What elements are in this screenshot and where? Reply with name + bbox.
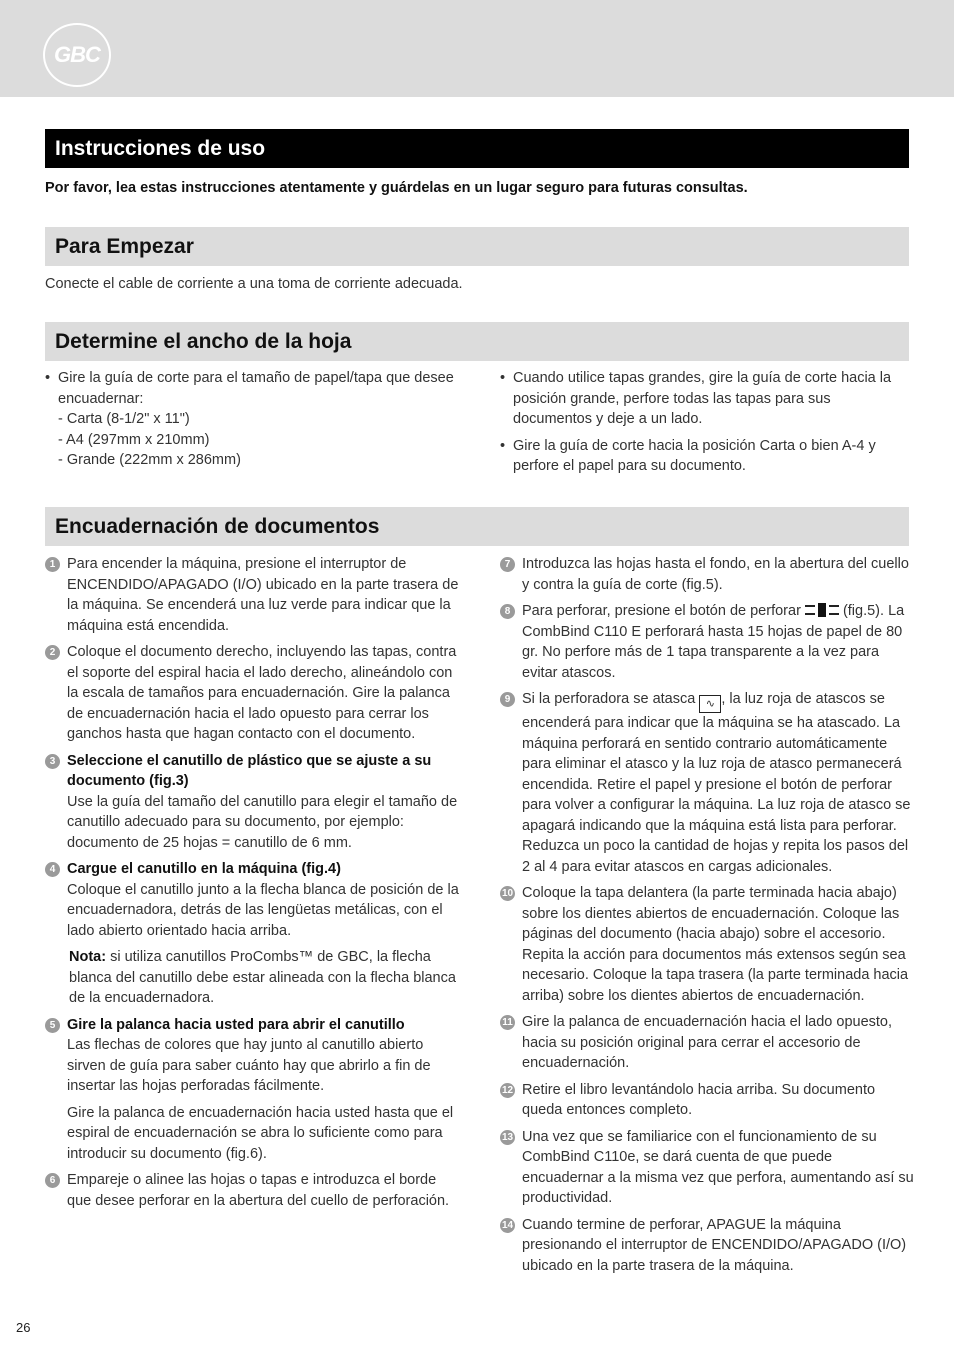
- note: Nota: si utiliza canutillos ProCombs™ de GBC, la flecha blanca del canutillo debe estar alineada con la flecha blanca de la encuadernadora.: [69, 949, 456, 1006]
- step-14: 14 Cuando termine de perforar, APAGUE la máquina presionando el interruptor de ENCENDIDO/APAGADO (I/O) ubicado en la parte trasera de la máquina.: [501, 1216, 907, 1274]
- step-7: 7 Introduzca las hojas hasta el fondo, en la abertura del cuello y contra la guía de corte (fig.5).: [500, 554, 914, 595]
- step-heading: Seleccione el canutillo de plástico que se ajuste a su documento (fig.3): [67, 752, 432, 789]
- step-8: 8 Para perforar, presione el botón de perforar (fig.5). La CombBind C110 E perforará hasta 15 hojas de papel de 80 gr. No perfore más de 1 tapa transparente a la vez para evitar atascos.: [500, 601, 914, 683]
- section-heading-width: Determine el ancho de la hoja: [45, 322, 909, 361]
- punch-button-icon: [805, 603, 839, 617]
- size-option: - Grande (222mm x 286mm): [58, 452, 241, 468]
- size-option: - A4 (297mm x 210mm): [58, 431, 210, 448]
- jam-indicator-icon: ∿: [699, 695, 721, 713]
- step-11: 11 Gire la palanca de encuadernación hacia el lado opuesto, hacia su posición original para cerrar el accesorio de encuadernación.: [500, 1012, 914, 1074]
- step-number: 6: [45, 1173, 60, 1188]
- top-banner: [0, 0, 954, 97]
- step-number: 12: [501, 1084, 514, 1096]
- step-number: 13: [501, 1131, 514, 1143]
- binding-left-column: [45, 554, 460, 1217]
- step-number: 7: [500, 557, 515, 572]
- start-text: Conecte el cable de corriente a una toma de corriente adecuada.: [45, 276, 463, 292]
- section-heading-binding: Encuadernación de documentos: [45, 507, 909, 546]
- page-number: 26: [16, 1320, 31, 1335]
- step-13: 13 Una vez que se familiarice con el funcionamiento de su CombBind C110e, se dará cuenta de que puede encuadernar a la misma vez que perfora, aumentando así su productividad.: [501, 1128, 914, 1206]
- step-number: 3: [45, 754, 60, 769]
- gbc-logo: GBC: [43, 23, 111, 87]
- width-right-column: [500, 368, 900, 483]
- step-5: 5 Gire la palanca hacia usted para abrir el canutillo Las flechas de colores que hay junto al canutillo abierto sirven de guía para saber cuánto hay que abrirlo a fin de insertar las hojas perforadas fácilmente. Gire la palanca de encuadernación hacia usted hasta que el espiral de encuadernación se abra lo suficiente como para introducir su documento (fig.6).: [45, 1015, 460, 1165]
- step-number: 9: [500, 692, 515, 707]
- step-3: 3 Seleccione el canutillo de plástico que se ajuste a su documento (fig.3) Use la guía del tamaño del canutillo para elegir el tamaño de canutillo adecuado para su documento, por ejemplo: documento de 25 hojas = canutillo de 6 mm.: [45, 751, 460, 854]
- list-item: • Gire la guía de corte para el tamaño de papel/tapa que desee encuadernar: - Carta (8-1/2" x 11") - A4 (297mm x 210mm) - Grande (222mm x 286mm): [45, 368, 465, 471]
- step-12: 12 Retire el libro levantándolo hacia arriba. Su documento queda entonces completo.: [501, 1081, 876, 1118]
- step-heading: Gire la palanca hacia usted para abrir el canutillo: [67, 1016, 405, 1033]
- step-number: 5: [45, 1018, 60, 1033]
- intro-text: Por favor, lea estas instrucciones atentamente y guárdelas en un lugar seguro para futuras consultas.: [45, 180, 748, 196]
- step-number: 14: [501, 1219, 514, 1231]
- step-4: 4 Cargue el canutillo en la máquina (fig.4) Coloque el canutillo junto a la flecha blanca de posición de la encuadernadora, detrás de las lengüetas metálicas, con el lado abierto orientado hacia arriba. Nota: si utiliza canutillos ProCombs™ de GBC, la flecha blanca del canutillo debe estar alineada con la flecha blanca de la encuadernadora.: [45, 859, 460, 1009]
- list-item: • Cuando utilice tapas grandes, gire la guía de corte hacia la posición grande, perfore todas las tapas para sus documentos y deje a un lado.: [500, 370, 892, 427]
- list-item: • Gire la guía de corte hacia la posición Carta o bien A-4 y perfore el papel para su documento.: [500, 437, 876, 474]
- page-title: Instrucciones de uso: [45, 129, 909, 168]
- step-6: 6 Empareje o alinee las hojas o tapas e introduzca el borde que desee perforar en la abertura del cuello de perforación.: [45, 1170, 460, 1211]
- step-number: 2: [45, 645, 60, 660]
- step-number: 11: [500, 1015, 515, 1030]
- step-number: 1: [45, 557, 60, 572]
- binding-right-column: [500, 554, 914, 1282]
- step-number: 8: [500, 604, 515, 619]
- step-9: 9 Si la perforadora se atasca ∿ , la luz roja de atascos se encenderá para indicar que la máquina se ha atascado. La máquina perforará en sentido contrario automáticamente para eliminar el atasco y la luz roja de atasco permanecerá encendida. Retire el papel y presione el botón de perforar para volver a configurar la máquina. La luz roja de atasco se apagará indicando que la máquina está lista para perforar. Reduzca un poco la cantidad de hojas y repita los pasos del 2 al 4 para evitar atascos en cargas adicionales.: [500, 689, 914, 877]
- step-2: 2 Coloque el documento derecho, incluyendo las tapas, contra el soporte del espiral hacia el lado derecho, alineándolo con la escala de tamaños para encuadernación. Gire la palanca de encuadernación hacia el lado opuesto para cerrar los ganchos hasta que hagan contacto con el documento.: [45, 642, 460, 745]
- size-option: - Carta (8-1/2" x 11"): [58, 411, 190, 427]
- width-left-column: [45, 368, 465, 477]
- step-heading: Cargue el canutillo en la máquina (fig.4): [67, 861, 341, 877]
- step-10: 10 Coloque la tapa delantera (la parte terminada hacia abajo) sobre los dientes abiertos de encuadernación. Coloque las páginas del documento (hacia abajo) sobre el accesorio. Repita la acción para documentos más extensos según sea necesario. Coloque la tapa trasera (la parte terminada hacia arriba) sobre los dientes abiertos de encuadernación.: [501, 885, 909, 1004]
- step-number: 10: [501, 888, 514, 899]
- step-number: 4: [45, 862, 60, 877]
- section-heading-start: Para Empezar: [45, 227, 909, 266]
- step-1: 1 Para encender la máquina, presione el interruptor de ENCENDIDO/APAGADO (I/O) ubicado en la parte trasera de la máquina. Se encenderá una luz verde para indicar que la máquina está encendida.: [45, 554, 460, 636]
